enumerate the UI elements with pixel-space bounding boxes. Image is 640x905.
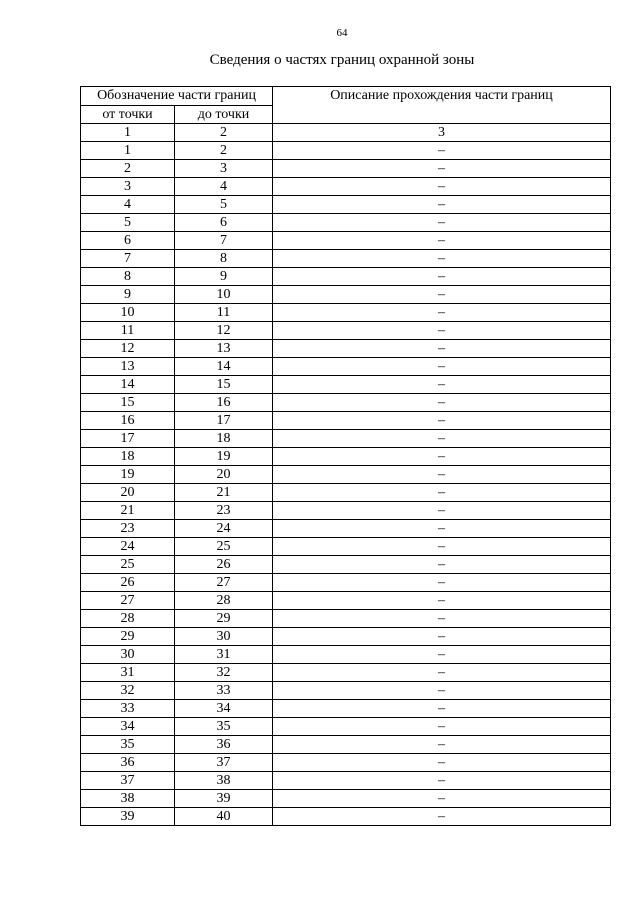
cell-description: –	[273, 502, 611, 520]
cell-from-point: 18	[81, 448, 175, 466]
cell-to-point: 39	[175, 790, 273, 808]
cell-description: –	[273, 790, 611, 808]
cell-description: –	[273, 322, 611, 340]
cell-description: –	[273, 718, 611, 736]
table-row	[81, 376, 611, 394]
table-row	[81, 700, 611, 718]
cell-description: –	[273, 664, 611, 682]
cell-description: –	[273, 682, 611, 700]
table-row	[81, 232, 611, 250]
cell-to-point: 38	[175, 772, 273, 790]
cell-from-point: 1	[81, 142, 175, 160]
table-row	[81, 574, 611, 592]
table-row	[81, 592, 611, 610]
cell-from-point: 12	[81, 340, 175, 358]
cell-from-point: 28	[81, 610, 175, 628]
boundary-parts-table	[80, 86, 611, 826]
table-row	[81, 664, 611, 682]
column-number-from: 1	[81, 124, 175, 142]
cell-from-point: 4	[81, 196, 175, 214]
table-row	[81, 646, 611, 664]
table-row	[81, 610, 611, 628]
cell-from-point: 29	[81, 628, 175, 646]
cell-from-point: 10	[81, 304, 175, 322]
cell-to-point: 7	[175, 232, 273, 250]
table-row	[81, 718, 611, 736]
cell-description: –	[273, 196, 611, 214]
cell-to-point: 3	[175, 160, 273, 178]
cell-from-point: 9	[81, 286, 175, 304]
cell-to-point: 6	[175, 214, 273, 232]
table-row	[81, 538, 611, 556]
cell-to-point: 10	[175, 286, 273, 304]
cell-from-point: 33	[81, 700, 175, 718]
cell-description: –	[273, 358, 611, 376]
cell-to-point: 2	[175, 142, 273, 160]
cell-to-point: 4	[175, 178, 273, 196]
cell-description: –	[273, 286, 611, 304]
table-row	[81, 736, 611, 754]
cell-description: –	[273, 772, 611, 790]
cell-from-point: 5	[81, 214, 175, 232]
cell-description: –	[273, 178, 611, 196]
header-boundary-designation: Обозначение части границ	[81, 87, 273, 106]
header-from-point: от точки	[81, 106, 175, 124]
cell-from-point: 36	[81, 754, 175, 772]
cell-description: –	[273, 574, 611, 592]
cell-to-point: 21	[175, 484, 273, 502]
cell-to-point: 25	[175, 538, 273, 556]
cell-description: –	[273, 394, 611, 412]
cell-to-point: 18	[175, 430, 273, 448]
cell-from-point: 13	[81, 358, 175, 376]
cell-from-point: 35	[81, 736, 175, 754]
cell-description: –	[273, 214, 611, 232]
cell-from-point: 37	[81, 772, 175, 790]
cell-from-point: 38	[81, 790, 175, 808]
cell-description: –	[273, 700, 611, 718]
document-title: Сведения о частях границ охранной зоны	[209, 52, 475, 68]
cell-from-point: 8	[81, 268, 175, 286]
table-row	[81, 754, 611, 772]
cell-to-point: 23	[175, 502, 273, 520]
cell-description: –	[273, 628, 611, 646]
cell-from-point: 3	[81, 178, 175, 196]
cell-from-point: 14	[81, 376, 175, 394]
cell-to-point: 27	[175, 574, 273, 592]
cell-from-point: 21	[81, 502, 175, 520]
table-row	[81, 286, 611, 304]
cell-description: –	[273, 484, 611, 502]
table-row	[81, 214, 611, 232]
cell-from-point: 6	[81, 232, 175, 250]
cell-from-point: 20	[81, 484, 175, 502]
cell-from-point: 39	[81, 808, 175, 826]
cell-from-point: 16	[81, 412, 175, 430]
cell-description: –	[273, 610, 611, 628]
table-row	[81, 628, 611, 646]
cell-from-point: 15	[81, 394, 175, 412]
table-row	[81, 682, 611, 700]
table-row	[81, 790, 611, 808]
table-row	[81, 772, 611, 790]
cell-description: –	[273, 646, 611, 664]
cell-description: –	[273, 430, 611, 448]
cell-to-point: 16	[175, 394, 273, 412]
cell-description: –	[273, 466, 611, 484]
cell-to-point: 34	[175, 700, 273, 718]
table-row	[81, 808, 611, 826]
table-row	[81, 448, 611, 466]
cell-from-point: 24	[81, 538, 175, 556]
cell-to-point: 11	[175, 304, 273, 322]
table-row	[81, 502, 611, 520]
cell-from-point: 7	[81, 250, 175, 268]
page-number: 64	[336, 27, 348, 39]
cell-to-point: 40	[175, 808, 273, 826]
cell-to-point: 5	[175, 196, 273, 214]
cell-description: –	[273, 376, 611, 394]
cell-to-point: 31	[175, 646, 273, 664]
cell-to-point: 12	[175, 322, 273, 340]
column-number-description: 3	[273, 124, 611, 142]
cell-description: –	[273, 520, 611, 538]
table-row	[81, 142, 611, 160]
cell-description: –	[273, 448, 611, 466]
table-row	[81, 484, 611, 502]
cell-from-point: 26	[81, 574, 175, 592]
cell-to-point: 24	[175, 520, 273, 538]
cell-from-point: 25	[81, 556, 175, 574]
cell-description: –	[273, 304, 611, 322]
cell-to-point: 9	[175, 268, 273, 286]
cell-description: –	[273, 754, 611, 772]
cell-to-point: 35	[175, 718, 273, 736]
table-row	[81, 340, 611, 358]
table-row	[81, 556, 611, 574]
cell-to-point: 30	[175, 628, 273, 646]
cell-description: –	[273, 592, 611, 610]
table-row	[81, 178, 611, 196]
cell-from-point: 31	[81, 664, 175, 682]
cell-to-point: 29	[175, 610, 273, 628]
table-row	[81, 430, 611, 448]
table-row	[81, 520, 611, 538]
cell-description: –	[273, 538, 611, 556]
cell-description: –	[273, 142, 611, 160]
table-row	[81, 412, 611, 430]
cell-to-point: 37	[175, 754, 273, 772]
cell-from-point: 27	[81, 592, 175, 610]
cell-to-point: 32	[175, 664, 273, 682]
cell-description: –	[273, 268, 611, 286]
cell-description: –	[273, 160, 611, 178]
column-number-to: 2	[175, 124, 273, 142]
cell-to-point: 36	[175, 736, 273, 754]
table-row	[81, 466, 611, 484]
cell-to-point: 19	[175, 448, 273, 466]
cell-from-point: 23	[81, 520, 175, 538]
cell-to-point: 8	[175, 250, 273, 268]
cell-description: –	[273, 232, 611, 250]
cell-from-point: 11	[81, 322, 175, 340]
table-row	[81, 394, 611, 412]
table-row	[81, 322, 611, 340]
table-row	[81, 268, 611, 286]
cell-to-point: 14	[175, 358, 273, 376]
table-row	[81, 250, 611, 268]
cell-to-point: 33	[175, 682, 273, 700]
cell-from-point: 19	[81, 466, 175, 484]
table-row	[81, 196, 611, 214]
cell-description: –	[273, 340, 611, 358]
cell-from-point: 2	[81, 160, 175, 178]
cell-to-point: 20	[175, 466, 273, 484]
cell-to-point: 17	[175, 412, 273, 430]
cell-description: –	[273, 736, 611, 754]
table-body	[81, 142, 611, 826]
table-row	[81, 160, 611, 178]
table-row	[81, 304, 611, 322]
cell-to-point: 13	[175, 340, 273, 358]
cell-description: –	[273, 556, 611, 574]
header-boundary-description: Описание прохождения части границ	[273, 87, 611, 124]
cell-description: –	[273, 412, 611, 430]
cell-to-point: 26	[175, 556, 273, 574]
cell-from-point: 17	[81, 430, 175, 448]
cell-to-point: 15	[175, 376, 273, 394]
cell-from-point: 30	[81, 646, 175, 664]
cell-from-point: 32	[81, 682, 175, 700]
cell-description: –	[273, 808, 611, 826]
cell-to-point: 28	[175, 592, 273, 610]
cell-from-point: 34	[81, 718, 175, 736]
cell-description: –	[273, 250, 611, 268]
table-row	[81, 358, 611, 376]
header-to-point: до точки	[175, 106, 273, 124]
